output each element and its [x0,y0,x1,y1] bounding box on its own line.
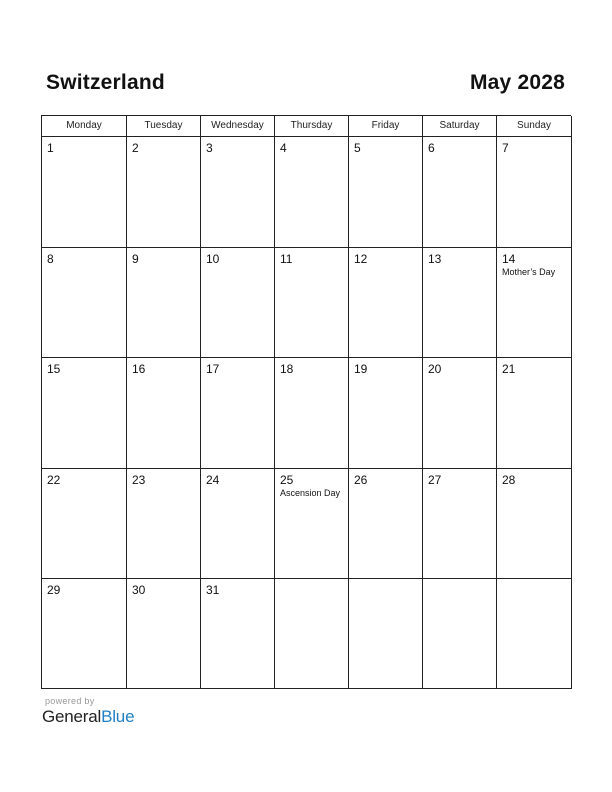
day-number: 21 [502,362,516,376]
day-cell [349,248,423,358]
generalblue-logo[interactable] [42,707,134,727]
brand-blue-text: Blue [101,707,135,726]
calendar-grid [41,115,571,689]
day-cell [127,248,201,358]
day-cell [275,137,349,248]
day-number: 6 [428,141,435,155]
day-cell [127,358,201,469]
day-cell [127,579,201,689]
day-cell [423,469,497,579]
day-number: 19 [354,362,368,376]
day-number: 11 [280,252,293,266]
day-cell [349,137,423,248]
day-cell [423,248,497,358]
day-cell [42,137,127,248]
day-number: 12 [354,252,368,266]
day-number: 25 [280,473,294,487]
weekday-header-friday: Friday [349,116,423,137]
day-cell [201,579,275,689]
weekday-header-wednesday: Wednesday [201,116,275,137]
day-number: 4 [280,141,287,155]
weekday-header-sunday: Sunday [497,116,572,137]
day-number: 3 [206,141,213,155]
day-cell [497,469,572,579]
day-number: 10 [206,252,220,266]
day-cell [275,469,349,579]
day-number: 18 [280,362,294,376]
day-number: 28 [502,473,516,487]
day-cell [423,579,497,689]
holiday-label: Ascension Day [280,488,341,498]
day-cell [497,248,572,358]
day-number: 17 [206,362,220,376]
day-cell [201,358,275,469]
day-cell [201,137,275,248]
day-cell [42,579,127,689]
powered-by-label: powered by [45,696,95,706]
weekday-header-thursday: Thursday [275,116,349,137]
day-cell [42,248,127,358]
day-number: 2 [132,141,139,155]
day-cell [42,358,127,469]
day-cell [423,137,497,248]
day-number: 14 [502,252,516,266]
day-cell [497,358,572,469]
day-cell [497,579,572,689]
day-cell [349,358,423,469]
day-cell [275,248,349,358]
day-number: 8 [47,252,54,266]
day-number: 15 [47,362,61,376]
day-cell [423,358,497,469]
day-number: 24 [206,473,220,487]
footer-branding [42,696,134,727]
day-cell [497,137,572,248]
day-number: 30 [132,583,146,597]
day-number: 27 [428,473,442,487]
day-number: 20 [428,362,442,376]
day-cell [127,137,201,248]
holiday-label: Mother’s Day [502,267,556,277]
day-cell [349,579,423,689]
weekday-header-monday: Monday [42,116,127,137]
day-cell [275,579,349,689]
day-number: 13 [428,252,442,266]
country-title: Switzerland [46,71,165,94]
day-cell [201,469,275,579]
day-cell [127,469,201,579]
day-cell [42,469,127,579]
day-cell [275,358,349,469]
day-cell [201,248,275,358]
day-number: 9 [132,252,139,266]
weekday-header-saturday: Saturday [423,116,497,137]
weekday-header-tuesday: Tuesday [127,116,201,137]
day-number: 23 [132,473,146,487]
day-number: 1 [47,141,54,155]
day-number: 7 [502,141,509,155]
day-number: 5 [354,141,361,155]
month-year-title: May 2028 [469,71,565,94]
day-number: 26 [354,473,368,487]
day-cell [349,469,423,579]
day-number: 16 [132,362,146,376]
day-number: 29 [47,583,61,597]
day-number: 22 [47,473,61,487]
brand-general-text: General [42,707,102,726]
day-number: 31 [206,583,220,597]
